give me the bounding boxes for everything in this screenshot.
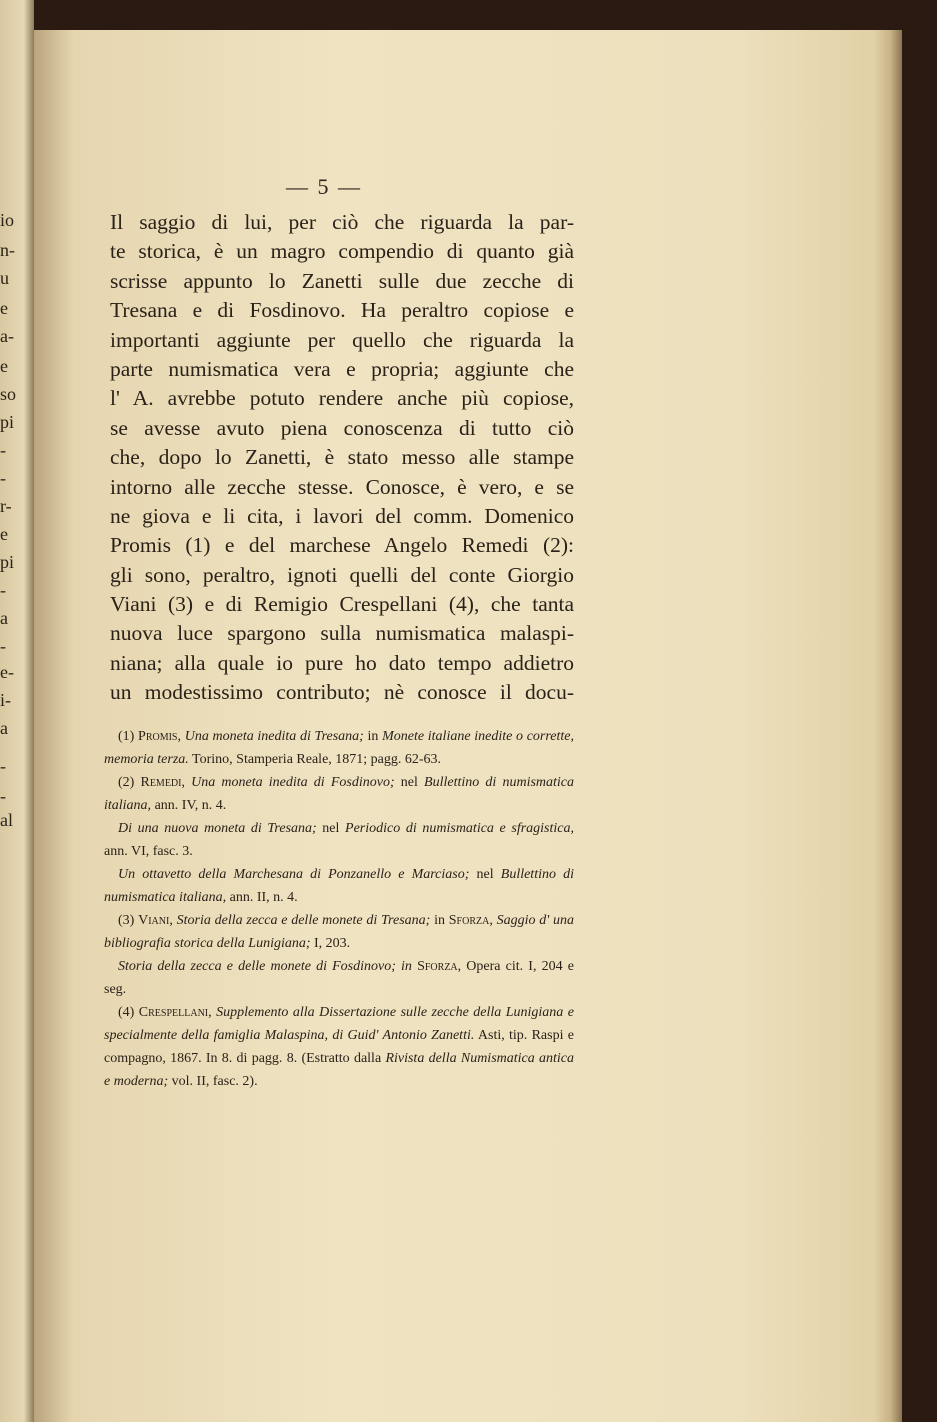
footnote-title: Storia della zecca e delle monete di Tresana; bbox=[176, 913, 431, 928]
text-line: l' A. avrebbe potuto rendere anche più copiose, bbox=[110, 386, 574, 411]
text-line: ne giova e li cita, i lavori del comm. Domenico bbox=[110, 503, 574, 528]
footnote-rest2: Opera cit. I, 204 e seg. bbox=[104, 959, 574, 997]
main-text bbox=[110, 208, 574, 708]
footnote-author: Crespellani, bbox=[138, 1005, 212, 1020]
footnote bbox=[104, 725, 574, 771]
adjacent-page-fragment: - bbox=[0, 440, 6, 460]
adjacent-page-fragment: - bbox=[0, 580, 6, 600]
text-line: nuova luce spargono sulla numismatica malaspi- bbox=[110, 621, 574, 646]
footnote-author: Viani, bbox=[138, 913, 173, 928]
text-line: importanti aggiunte per quello che riguarda la bbox=[110, 327, 574, 352]
footnote-title2: Bullettino di numismatica italiana, bbox=[104, 775, 575, 813]
footnote-rest2: Torino, Stamperia Reale, 1871; pagg. 62-63. bbox=[188, 752, 442, 767]
adjacent-page-fragment: a bbox=[0, 608, 8, 628]
footnote-title: Un ottavetto della Marchesana di Ponzanello e Marciaso; bbox=[118, 867, 470, 882]
footnote-num: (2) bbox=[118, 775, 135, 790]
adjacent-page-fragment: - bbox=[0, 756, 6, 776]
footnote-rest1: Asti, tip. Raspi e compagno, 1867. In 8. di pagg. 8. (Estratto dalla bbox=[104, 1028, 575, 1066]
footnote-rest2: ann. VI, fasc. 3. bbox=[104, 844, 193, 859]
footnote-rest2: vol. II, fasc. 2). bbox=[168, 1074, 258, 1089]
footnote-rest1: in bbox=[430, 913, 449, 928]
adjacent-page-fragment: pi bbox=[0, 552, 15, 572]
adjacent-page-fragment: - bbox=[0, 468, 6, 488]
footnote-num: (3) bbox=[118, 913, 135, 928]
adjacent-page-fragment: i- bbox=[0, 690, 11, 710]
footnote bbox=[104, 1001, 574, 1093]
text-line: parte numismatica vera e propria; aggiunte che bbox=[110, 356, 574, 381]
footnote-num: (4) bbox=[118, 1005, 135, 1020]
adjacent-page-fragment: e bbox=[0, 298, 8, 318]
footnote-title2: Periodico di numismatica e sfragistica, bbox=[345, 821, 574, 836]
footnote-rest2: I, 203. bbox=[310, 936, 351, 951]
text-line: te storica, è un magro compendio di quanto già bbox=[110, 239, 574, 264]
text-line: gli sono, peraltro, ignoti quelli del conte Giorgio bbox=[110, 562, 574, 587]
adjacent-page-fragment: so bbox=[0, 384, 17, 404]
footnote-title2: Monete italiane inedite o corrette, memoria terza. bbox=[104, 729, 575, 767]
text-line: Il saggio di lui, per ciò che riguarda la par- bbox=[110, 210, 574, 234]
footnote-title: Una moneta inedita di Fosdinovo; bbox=[191, 775, 395, 790]
footnote bbox=[104, 817, 574, 863]
text-line: Tresana e di Fosdinovo. Ha peraltro copiose e bbox=[110, 298, 574, 323]
footnote-rest1: nel bbox=[469, 867, 501, 882]
footnote-title2: Rivista della Numismatica antica e moderna; bbox=[104, 1051, 575, 1089]
text-line: scrisse appunto lo Zanetti sulle due zecche di bbox=[110, 268, 574, 293]
adjacent-page-fragment: e- bbox=[0, 662, 14, 682]
footnote bbox=[104, 771, 574, 817]
footnote-title: Di una nuova moneta di Tresana; bbox=[118, 821, 317, 836]
footnote-author2: Sforza, bbox=[417, 959, 462, 974]
footnote bbox=[104, 863, 574, 909]
footnote-rest2: ann. IV, n. 4. bbox=[151, 798, 227, 813]
footnotes bbox=[104, 725, 574, 1093]
footnote-title: Una moneta inedita di Tresana; bbox=[184, 729, 364, 744]
page-number: — 5 — bbox=[286, 174, 362, 199]
footnote-author2: Sforza, bbox=[448, 913, 493, 928]
adjacent-page-fragment: u bbox=[0, 268, 9, 288]
adjacent-page-fragment: r- bbox=[0, 496, 12, 516]
footnote-num: (1) bbox=[118, 729, 135, 744]
footnote-title: Storia della zecca e delle monete di Fosdinovo; in bbox=[118, 959, 412, 974]
footnote-author: Remedi, bbox=[140, 775, 185, 790]
text-line: che, dopo lo Zanetti, è stato messo alle stampe bbox=[110, 445, 574, 470]
footnote-title2: Bullettino di numismatica italiana, bbox=[104, 867, 575, 905]
footnote-author: Promis, bbox=[138, 729, 181, 744]
text-line: intorno alle zecche stesse. Conosce, è vero, e se bbox=[110, 474, 574, 499]
adjacent-page-fragment: a bbox=[0, 718, 8, 738]
adjacent-page-fragment: - bbox=[0, 636, 6, 656]
adjacent-page-fragment: n- bbox=[0, 240, 15, 260]
adjacent-page-fragment: a- bbox=[0, 326, 14, 346]
footnote bbox=[104, 955, 574, 1001]
adjacent-page-fragment: - bbox=[0, 786, 6, 806]
adjacent-page-fragment: e bbox=[0, 356, 8, 376]
text-line: Promis (1) e del marchese Angelo Remedi (2): bbox=[110, 533, 574, 558]
footnote-rest1: nel bbox=[316, 821, 346, 836]
text-line: se avesse avuto piena conoscenza di tutto ciò bbox=[110, 415, 574, 440]
footnote-title: Supplemento alla Dissertazione sulle zecche della Lunigiana e specialmente della famiglia Malaspina, di Guid' Antonio Zanetti. bbox=[104, 1005, 574, 1043]
page-stack-edge bbox=[890, 30, 902, 1422]
adjacent-page-edge bbox=[0, 0, 34, 1422]
text-line: un modestissimo contributo; nè conosce il docu- bbox=[110, 680, 574, 705]
adjacent-page-fragment: al bbox=[0, 810, 13, 830]
adjacent-page-fragment: pi bbox=[0, 412, 15, 432]
footnote-rest1: in bbox=[363, 729, 383, 744]
footnote-rest1: nel bbox=[394, 775, 425, 790]
text-line: Viani (3) e di Remigio Crespellani (4), che tanta bbox=[110, 592, 574, 617]
adjacent-page-fragment: e bbox=[0, 524, 8, 544]
footnote-title2: Saggio d' una bibliografia storica della Lunigiana; bbox=[104, 913, 575, 951]
text-line: niana; alla quale io pure ho dato tempo addietro bbox=[110, 650, 574, 675]
footnote-rest2: ann. II, n. 4. bbox=[226, 890, 298, 905]
adjacent-page-fragment: io bbox=[0, 210, 15, 230]
footnote bbox=[104, 909, 574, 955]
